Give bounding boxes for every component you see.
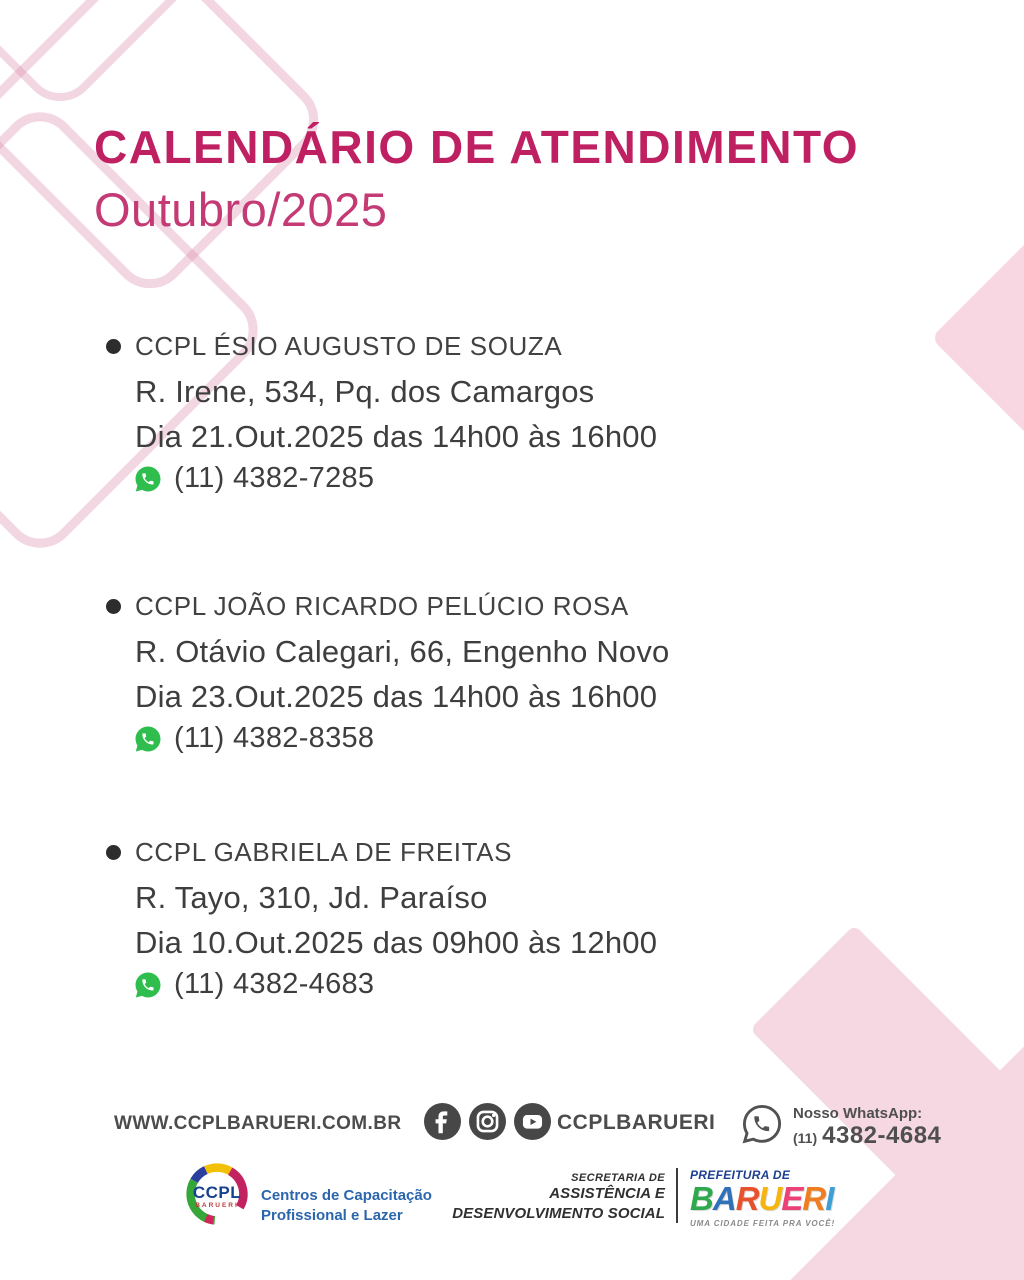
secretaria-logo: SECRETARIA DE ASSISTÊNCIA E DESENVOLVIMENTO SOCIAL [452,1172,665,1222]
whatsapp-label: Nosso WhatsApp: [793,1105,923,1122]
entry-phone: (11) 4382-4683 [174,968,375,1000]
social-icons [424,1103,551,1140]
youtube-icon [514,1103,551,1140]
whatsapp-area-code: (11) [793,1130,818,1146]
ccpl-tagline: Centros de Capacitação Profissional e Lazer [261,1187,432,1225]
website-url: WWW.CCPLBARUERI.COM.BR [114,1113,402,1134]
entry-date: Dia 23.Out.2025 das 14h00 às 16h00 [135,679,658,714]
ccpl-logo [183,1160,251,1228]
barueri-letter: B [690,1180,713,1217]
whatsapp-outline-icon [740,1102,784,1146]
whatsapp-icon [133,464,163,494]
schedule-entry [106,591,926,755]
facebook-icon [424,1103,461,1140]
barueri-letter: A [712,1180,736,1217]
ccpl-acronym: CCPL [192,1183,242,1202]
whatsapp-contact [740,1102,941,1150]
entry-name: CCPL GABRIELA DE FREITAS [135,837,513,867]
prefeitura-barueri-logo [690,1168,870,1228]
entry-date: Dia 21.Out.2025 das 14h00 às 16h00 [135,419,658,454]
barueri-letter: E [781,1180,803,1217]
bullet-icon [106,339,121,354]
entry-phone: (11) 4382-7285 [174,462,375,494]
ccpl-city: BARUERI [195,1202,239,1209]
barueri-letter: R [735,1180,759,1217]
whatsapp-icon [133,970,163,1000]
barueri-letter: U [758,1180,782,1217]
entry-name: CCPL ÉSIO AUGUSTO DE SOUZA [135,331,563,361]
whatsapp-icon [133,724,163,754]
whatsapp-number: 4382-4684 [822,1122,942,1149]
entry-date: Dia 10.Out.2025 das 09h00 às 12h00 [135,925,658,960]
social-handle: CCPLBARUERI [557,1111,716,1134]
schedule-entry [106,837,926,1001]
bullet-icon [106,599,121,614]
barueri-wordmark [690,1182,870,1217]
prefeitura-label: PREFEITURA DE [690,1168,791,1182]
schedule-entry [106,331,926,495]
entry-address: R. Irene, 534, Pq. dos Camargos [135,374,595,409]
instagram-icon [469,1103,506,1140]
entry-name: CCPL JOÃO RICARDO PELÚCIO ROSA [135,591,629,621]
barueri-tagline: UMA CIDADE FEITA PRA VOCÊ! [690,1218,836,1228]
page-title: CALENDÁRIO DE ATENDIMENTO [94,121,859,173]
barueri-letter: I [825,1180,834,1217]
entry-address: R. Tayo, 310, Jd. Paraíso [135,880,488,915]
page-subtitle: Outubro/2025 [94,183,388,236]
barueri-letter: R [802,1180,826,1217]
entry-phone: (11) 4382-8358 [174,722,375,754]
bullet-icon [106,845,121,860]
logo-divider [676,1168,678,1223]
entry-address: R. Otávio Calegari, 66, Engenho Novo [135,634,670,669]
